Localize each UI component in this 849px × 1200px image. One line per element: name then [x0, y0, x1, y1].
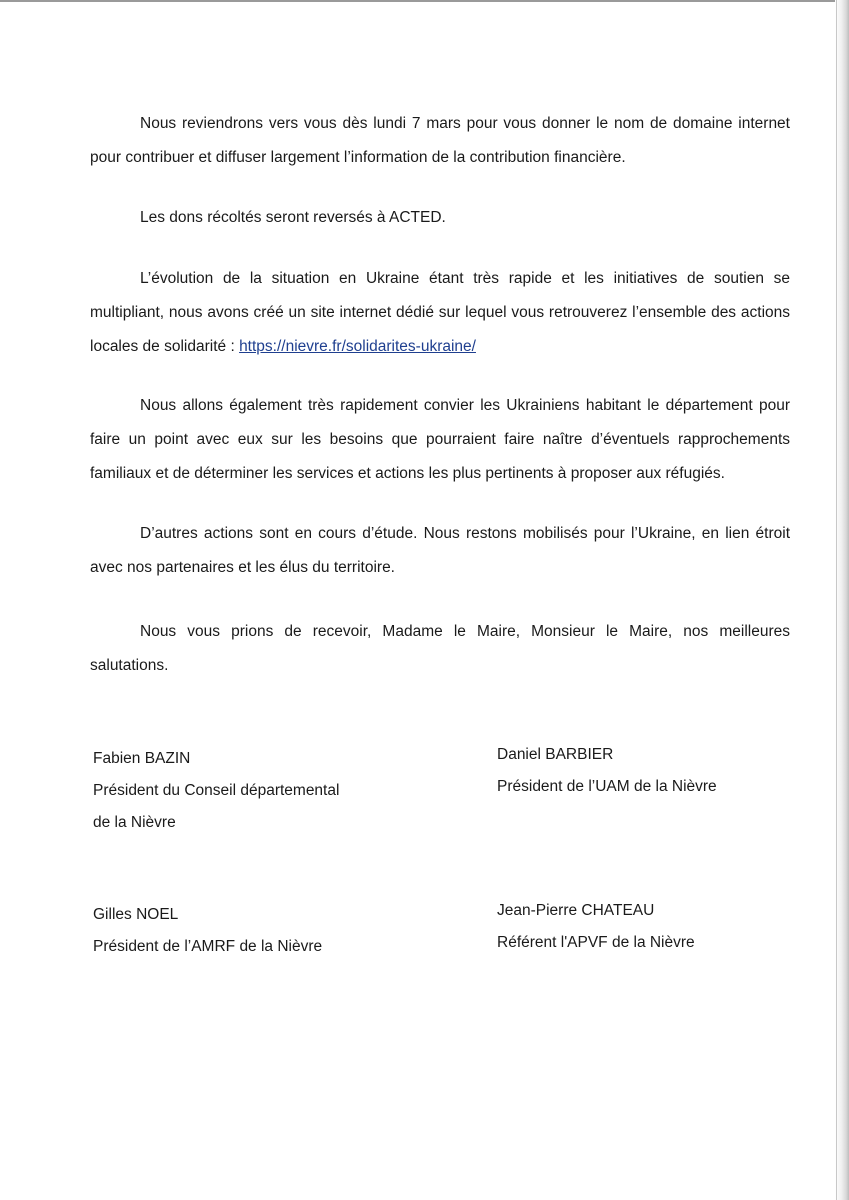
- paragraph-text: Nous reviendrons vers vous dès lundi 7 mars pour vous donner le nom de domaine internet pour contribuer et diffuser largement l’information de la contribution financière.: [90, 115, 790, 166]
- paragraph-domain-announcement: [90, 107, 790, 175]
- signatory-name: Jean-Pierre CHATEAU: [497, 902, 655, 919]
- paragraph-text: Les dons récoltés seront reversés à ACTED.: [140, 209, 446, 226]
- paragraph-text: D’autres actions sont en cours d’étude. Nous restons mobilisés pour l’Ukraine, en lien étroit avec nos partenaires et les élus du territoire.: [90, 525, 790, 576]
- signatory-title: de la Nièvre: [93, 814, 176, 831]
- signatory-block-bazin: [93, 743, 339, 839]
- signatory-title: Président du Conseil départemental: [93, 782, 340, 799]
- paragraph-text: Nous allons également très rapidement convier les Ukrainiens habitant le département pour faire un point avec eux sur les besoins que pourraient faire naître d’éventuels rapprochements familiaux et de déterminer les services et actions les plus pertinents à proposer aux réfugiés.: [90, 397, 790, 482]
- paragraph-text: Nous vous prions de recevoir, Madame le Maire, Monsieur le Maire, nos meilleures salutations.: [90, 623, 790, 674]
- signatory-title: Référent l'APVF de la Nièvre: [497, 934, 695, 951]
- paragraph-solidarity-website: [90, 262, 790, 364]
- signatory-block-chateau: [497, 895, 695, 959]
- signatory-block-noel: [93, 899, 322, 963]
- signatory-title: Président de l’AMRF de la Nièvre: [93, 938, 323, 955]
- paragraph-ukrainians-meeting: [90, 389, 790, 491]
- signatory-title: Président de l’UAM de la Nièvre: [497, 778, 717, 795]
- signatory-name: Gilles NOEL: [93, 906, 179, 923]
- signatory-block-barbier: [497, 739, 717, 803]
- paragraph-text: L’évolution de la situation en Ukraine étant très rapide et les initiatives de soutien se multipliant, nous avons créé un site internet dédié sur lequel vous retrouverez l’ensemble des actions locales de solidarité :: [90, 270, 790, 355]
- signatory-name: Fabien BAZIN: [93, 750, 191, 767]
- solidarity-website-link[interactable]: https://nievre.fr/solidarites-ukraine/: [239, 338, 476, 355]
- signatory-name: Daniel BARBIER: [497, 746, 614, 763]
- paragraph-other-actions: [90, 517, 790, 585]
- paragraph-closing-salutation: [90, 615, 790, 683]
- paragraph-donations: [90, 201, 790, 235]
